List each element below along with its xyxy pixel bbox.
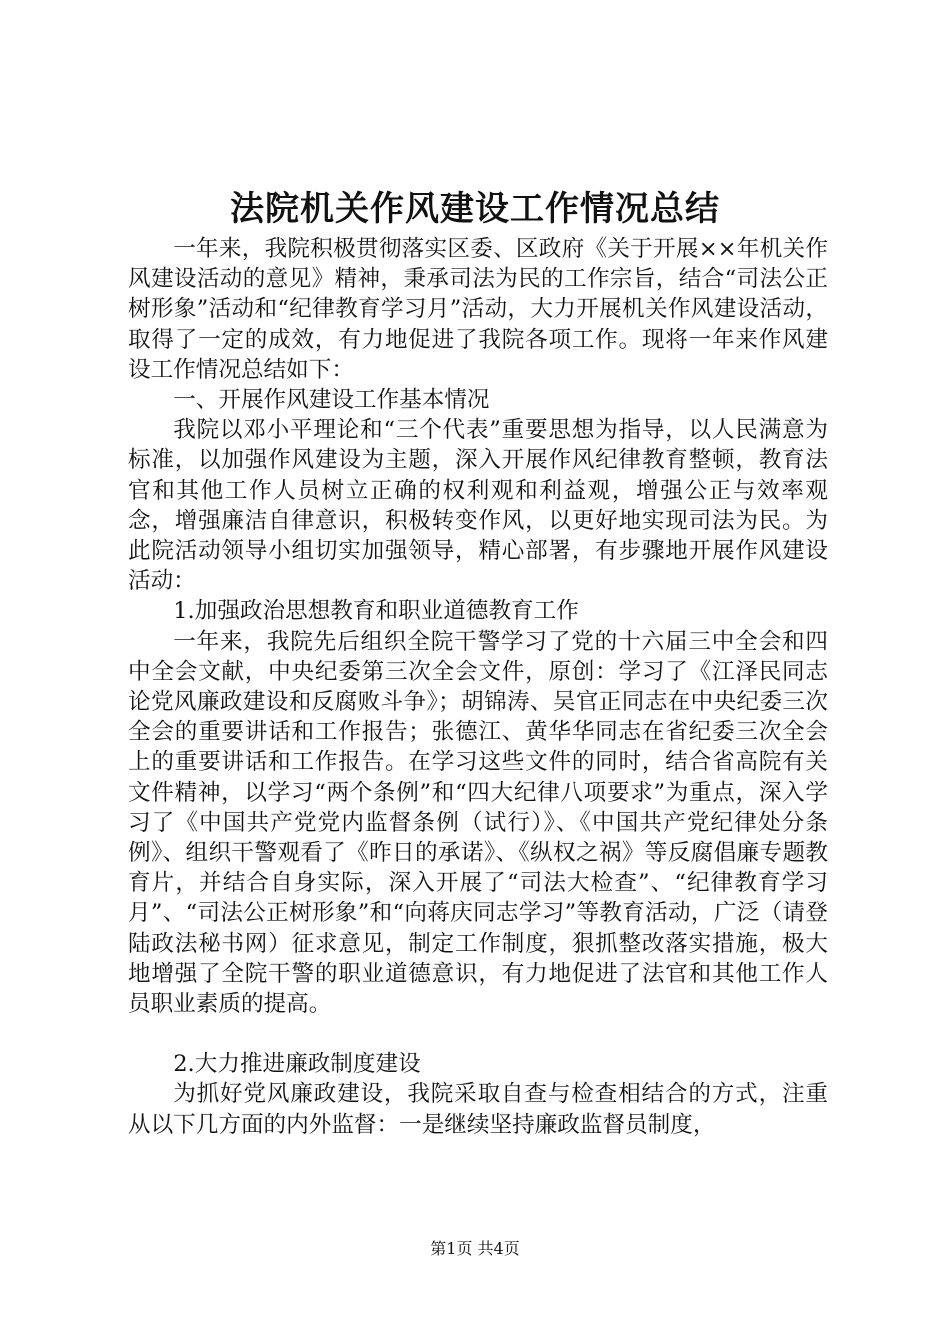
paragraph-section-1: 我院以邓小平理论和“三个代表”重要思想为指导，以人民满意为标准，以加强作风建设为主题，深入开展作风纪律教育整顿，教育法官和其他工作人员树立正确的权利观和利益观，增强公正与效率观念，增强廉洁自律意识，积极转变作风，以更好地实现司法为民。为此院活动领导小组切实加强领导，精心部署，有步骤地开展作风建设活动： bbox=[128, 417, 828, 595]
subheading-1: 1.加强政治思想教育和职业道德教育工作 bbox=[173, 598, 579, 625]
paragraph-intro: 一年来，我院积极贯彻落实区委、区政府《关于开展××年机关作风建设活动的意见》精神，秉承司法为民的工作宗旨，结合“司法公正树形象”活动和“纪律教育学习月”活动，大力开展机关作风建设活动，取得了一定的成效，有力地促进了我院各项工作。现将一年来作风建设工作情况总结如下： bbox=[128, 236, 828, 383]
document-title: 法院机关作风建设工作情况总结 bbox=[230, 189, 720, 229]
subheading-2: 2.大力推进廉政制度建设 bbox=[173, 1051, 421, 1078]
document-body bbox=[128, 234, 828, 1140]
page-number-footer: 第1页 共4页 bbox=[430, 1239, 520, 1258]
paragraph-subsection-2: 为抓好党风廉政建设，我院采取自查与检查相结合的方式，注重从以下几方面的内外监督：一是继续坚持廉政监督员制度， bbox=[128, 1081, 828, 1138]
paragraph-subsection-1: 一年来，我院先后组织全院干警学习了党的十六届三中全会和四中全会文献，中央纪委第三次全会文件，原创：学习了《江泽民同志论党风廉政建设和反腐败斗争》；胡锦涛、吴官正同志在中央纪委三次全会的重要讲话和工作报告；张德江、黄华华同志在省纪委三次全会上的重要讲话和工作报告。在学习这些文件的同时，结合省高院有关文件精神，以学习“两个条例”和“四大纪律八项要求”为重点，深入学习了《中国共产党党内监督条例（试行）》、《中国共产党纪律处分条例》、组织干警观看了《昨日的承诺》、《纵权之祸》等反腐倡廉专题教育片，并结合自身实际，深入开展了“司法大检查”、“纪律教育学习月”、“司法公正树形象”和“向蒋庆同志学习”等教育活动，广泛（请登陆政法秘书网）征求意见，制定工作制度，狠抓整改落实措施，极大地增强了全院干警的职业道德意识，有力地促进了法官和其他工作人员职业素质的提高。 bbox=[128, 628, 828, 1018]
section-heading-1: 一、开展作风建设工作基本情况 bbox=[173, 387, 490, 414]
